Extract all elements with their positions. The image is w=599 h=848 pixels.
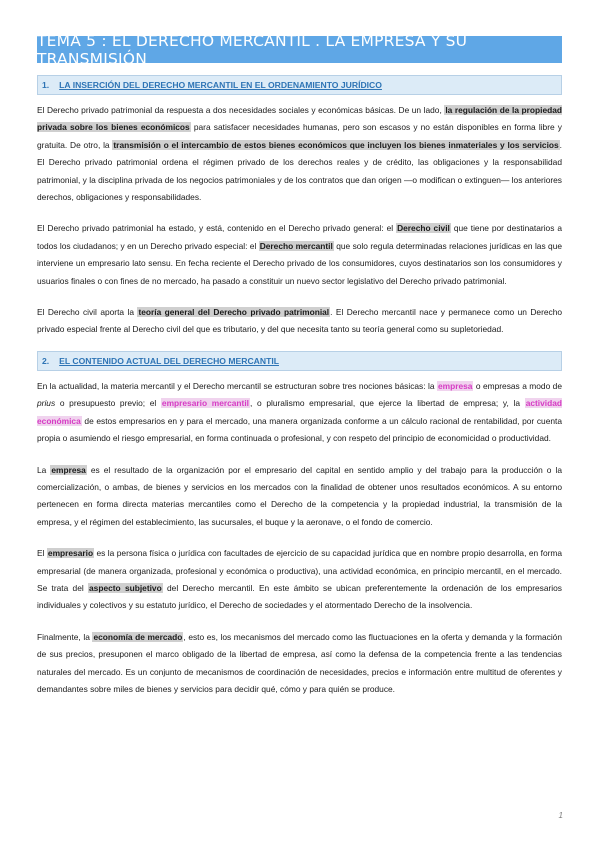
paragraph-text: que tiene por destinatarios a todos los ciudadanos; y en un Derecho privado especial: el <box>37 223 563 251</box>
paragraph-text: La <box>37 464 47 475</box>
paragraph <box>37 102 562 206</box>
paragraph-text: o presupuesto previo; el <box>59 398 157 409</box>
section-title: EL CONTENIDO ACTUAL DEL DERECHO MERCANTIL <box>59 355 279 366</box>
document-page <box>37 31 563 698</box>
highlighted-term: Derecho mercantil <box>259 240 333 251</box>
paragraph-text: del Derecho mercantil. En este ámbito se ubican preferentemente la ordenación de los empresarios individuales y colectivos y su estatuto jurídico, el Derecho de sociedades y el atormentado Derecho de la insolvencia. <box>37 582 562 611</box>
paragraph-text: que solo regula determinadas relaciones jurídicas en las que interviene un empresario lato sensu. En fecha reciente el Derecho privado de los consumidores, cuyos destinatarios son los consumidores y usuarios finales o con fines de no mercado, ha pasado a constituir un nuevo sector legislativo del Derecho privado patrimonial. <box>37 240 563 286</box>
section-number: 2. <box>42 355 50 366</box>
pink-highlighted-term: empresario mercantil <box>161 398 249 409</box>
italic-term: prius <box>37 398 56 409</box>
page-number: 1 <box>558 811 563 820</box>
highlighted-term: teoría general del Derecho privado patrimonial <box>138 307 330 318</box>
pink-highlighted-term: empresa <box>437 380 473 391</box>
paragraph <box>37 220 562 290</box>
paragraph <box>37 304 562 339</box>
page-title-banner <box>37 31 562 68</box>
paragraph <box>37 629 562 699</box>
highlighted-term: empresario <box>47 548 94 559</box>
paragraph-text: El Derecho privado patrimonial ha estado, y está, contenido en el Derecho privado general: el <box>37 223 394 234</box>
section-heading <box>37 351 562 371</box>
highlighted-term: empresa <box>51 464 86 475</box>
paragraph-text: Finalmente, la <box>37 631 90 642</box>
paragraph-text: de estos empresarios en y para el mercado, una manera organizada conforme a un cálculo racional de rentabilidad, por cuenta propia o asumiendo el riesgo empresarial, en forma continuada o profesional, y con respeto del principio de economicidad o productividad. <box>37 415 563 444</box>
paragraph-text: El Derecho privado patrimonial da respuesta a dos necesidades sociales y económicas básicas. De un lado, <box>37 105 442 115</box>
highlighted-term: economía de mercado <box>93 631 183 642</box>
paragraph <box>37 545 562 615</box>
paragraph <box>37 462 562 532</box>
paragraph-text: para satisfacer necesidades humanas, pero son escasos y no están disponibles en forma libre y gratuita. De otro, la <box>37 122 562 150</box>
paragraph <box>37 378 562 448</box>
paragraph-text: . El Derecho mercantil nace y permanece como un Derecho privado especial frente al Derecho civil del que es tributario, y del que necesita tanto su teoría general como su supletoriedad. <box>37 307 563 335</box>
highlighted-term: Derecho civil <box>397 223 450 234</box>
page-title: TEMA 5 : EL DERECHO MERCANTIL . LA EMPRESA Y SU TRANSMISIÓN <box>37 31 468 68</box>
highlighted-term: aspecto subjetivo <box>89 582 162 593</box>
section-number: 1. <box>42 80 50 90</box>
paragraph-text: es la persona física o jurídica con facultades de ejercicio de su capacidad jurídica que en nombre propio desarrolla, en forma empresarial (de manera organizada, profesional y económica o productiva), una actividad económica, en principio mercantil, en el mercado. Se trata del <box>37 548 563 593</box>
paragraph-text: . El Derecho privado patrimonial ordena el régimen privado de los derechos reales y de crédito, las obligaciones y la responsabilidad patrimonial, y la disciplina privada de los negocios patrimoniales y de los contratos que dan origen —o modifican o extinguen— los anteriores derechos, obligaciones y responsabilidades. <box>37 139 562 203</box>
paragraph-text: es el resultado de la organización por el empresario del capital en sentido amplio y del trabajo para la producción o la comercialización, o ambas, de bienes y servicios en los mercados con la finalidad de obtener unos resultados económicos. A su entorno pertenecen en forma directa materias mercantiles como el Derecho de la competencia y la propiedad industrial, la transmisión de la empresa, y el régimen del establecimiento, las sucursales, el buque y la aeronave, o el fondo de comercio. <box>37 464 563 527</box>
section-heading <box>37 75 562 95</box>
highlighted-term: transmisión o el intercambio de estos bienes económicos que incluyen los bienes inmateriales y los servicios <box>113 139 559 150</box>
paragraph-text: , o pluralismo empresarial, que ejerce la libertad de empresa; y, la <box>250 398 521 409</box>
paragraph-text: , esto es, los mecanismos del mercado como las fluctuaciones en la oferta y demanda y la formación de sus precios, presuponen el marco obligado de la libertad de empresa, así como la defensa de la competencia frente a las tendencias naturales del mercado. Es un conjunto de mecanismos de coordinación de necesidades, precios e información entre multitud de oferentes y demandantes sobre miles de bienes y servicios para decidir qué, cómo y para quién se produce. <box>37 631 562 694</box>
paragraph-text: El Derecho civil aporta la <box>37 307 135 318</box>
section-title: LA INSERCIÓN DEL DERECHO MERCANTIL EN EL ORDENAMIENTO JURÍDICO <box>59 80 382 90</box>
pink-highlighted-term: actividad económica <box>37 398 562 426</box>
highlighted-term: la regulación de la propiedad privada sobre los bienes económicos <box>37 105 562 133</box>
paragraph-text: En la actualidad, la materia mercantil y el Derecho mercantil se estructuran sobre tres nociones básicas: la <box>37 380 435 391</box>
paragraph-text: El <box>37 548 45 559</box>
paragraph-text: o empresas a modo de <box>475 380 562 391</box>
